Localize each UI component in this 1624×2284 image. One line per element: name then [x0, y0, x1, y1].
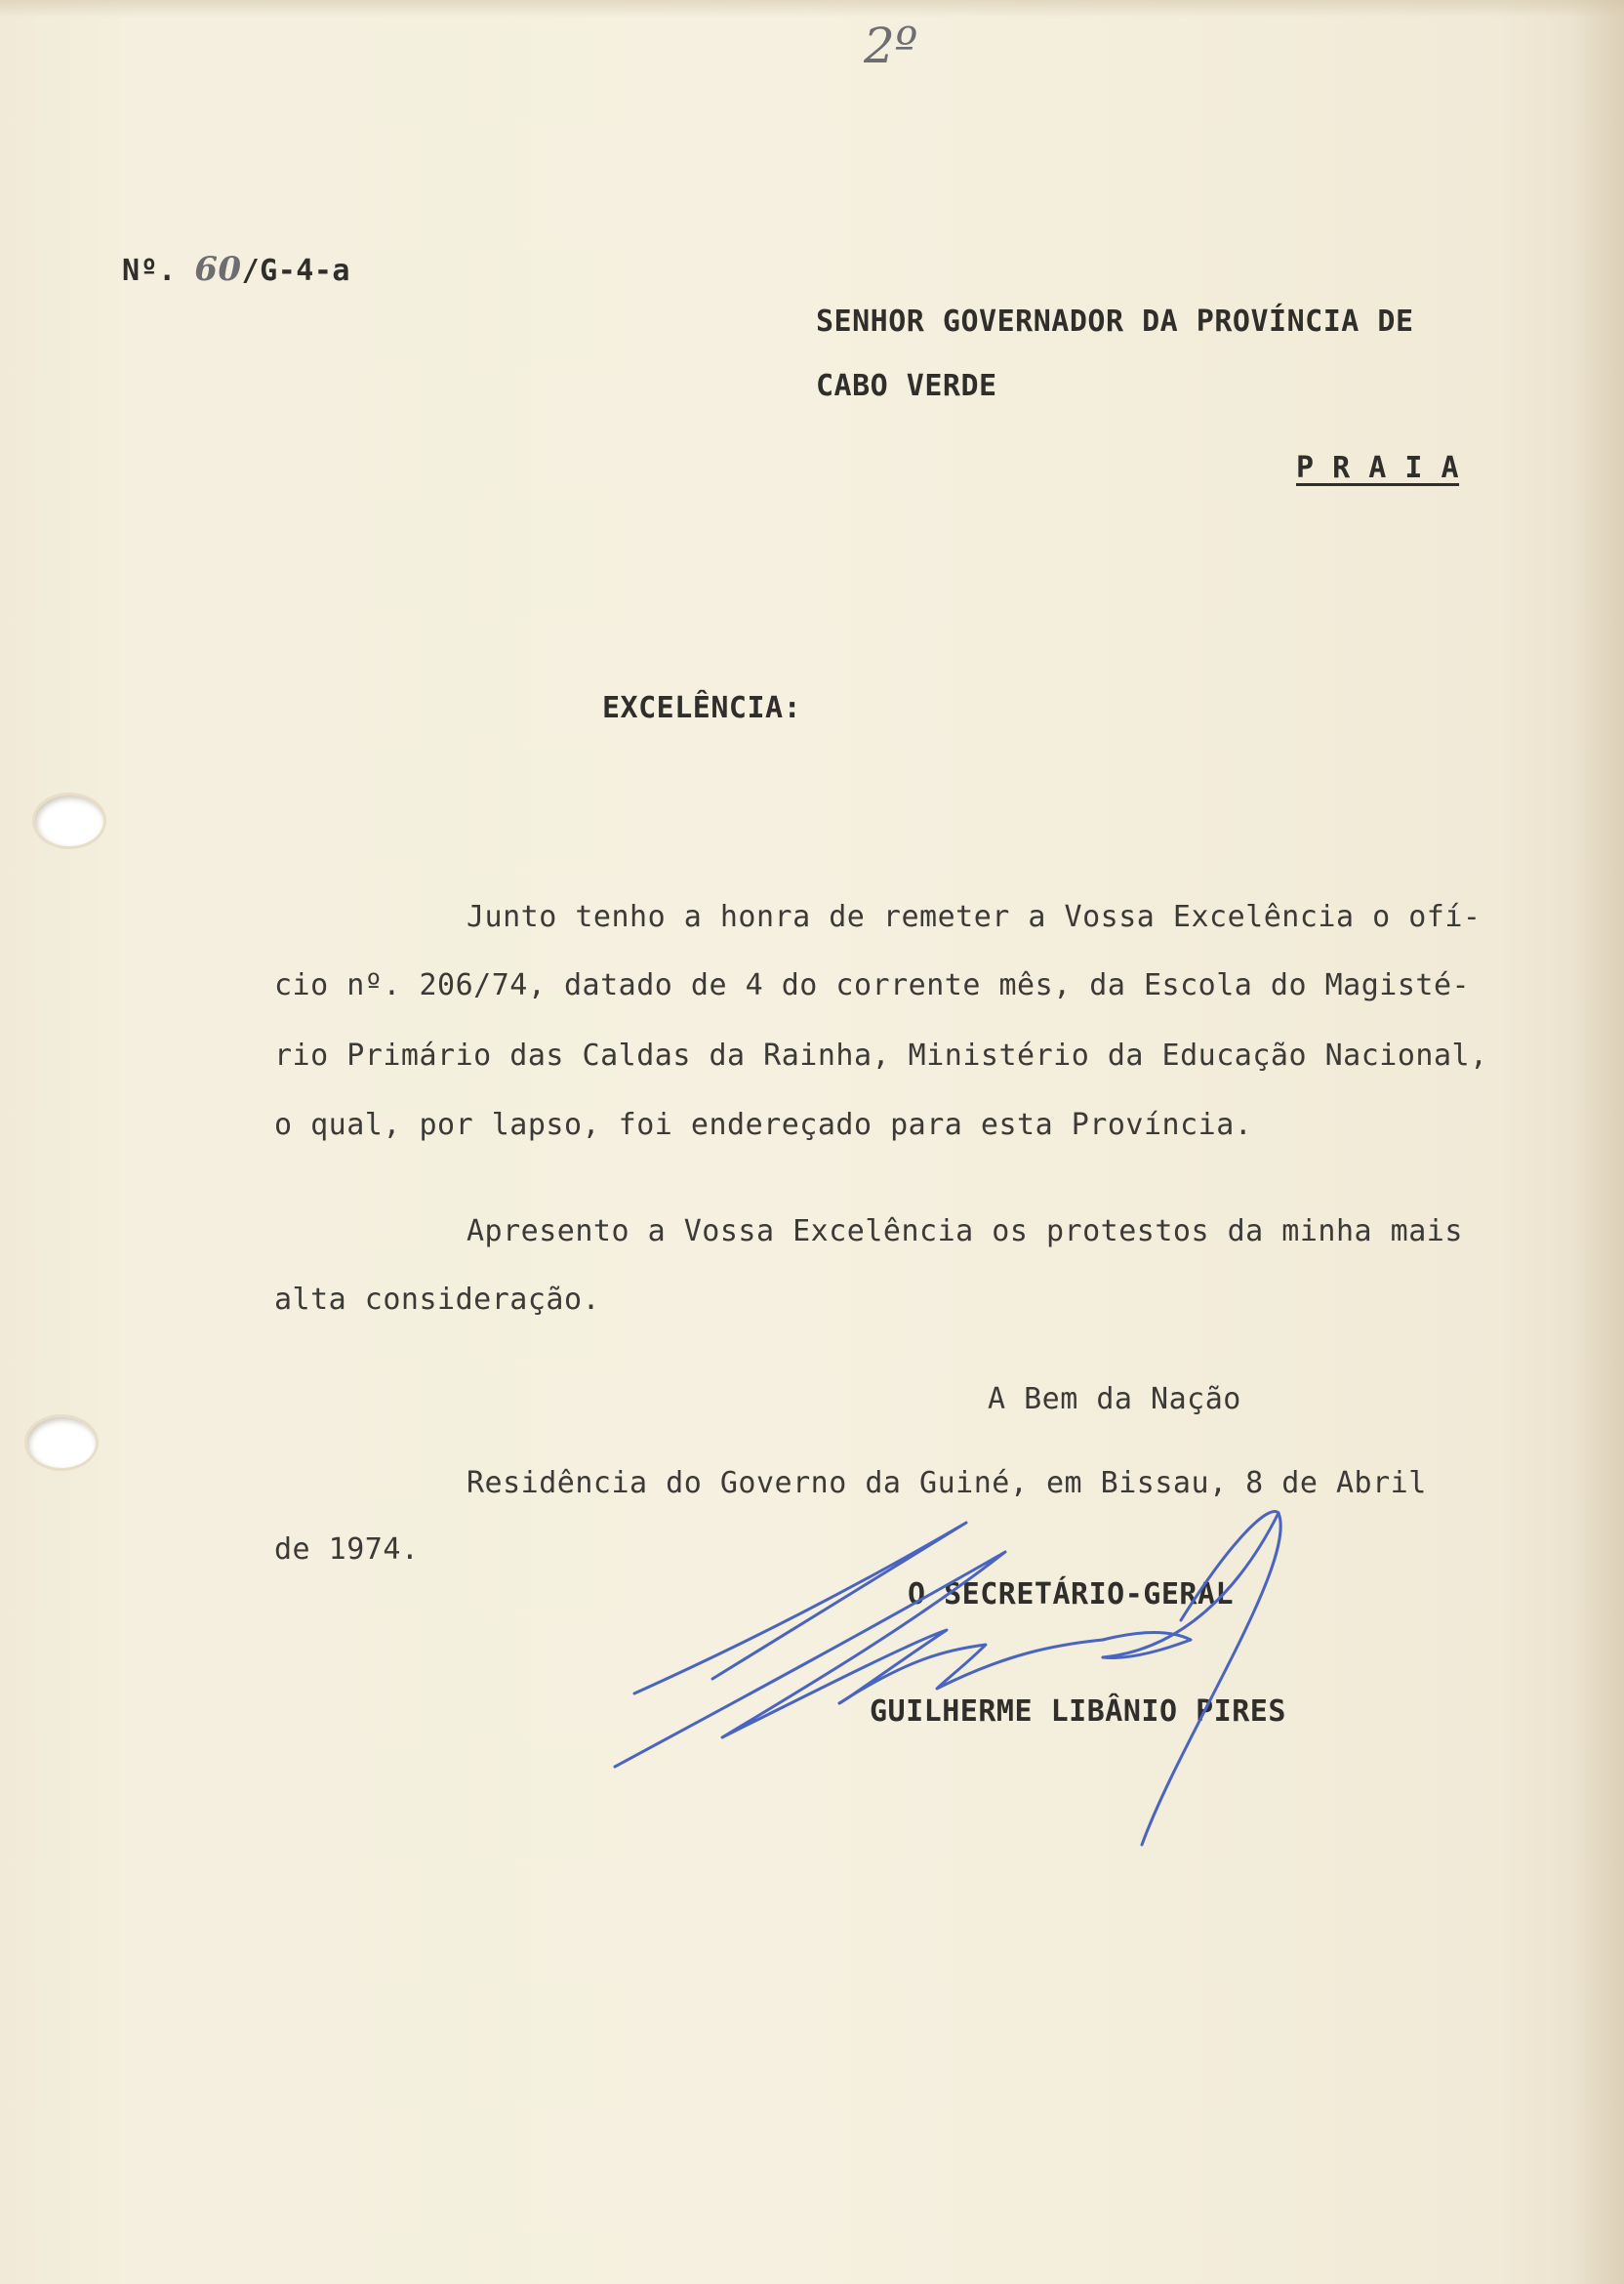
body-paragraph-1-line-2: cio nº. 206/74, datado de 4 do corrente mês, da Escola do Magisté- [274, 968, 1471, 1002]
addressee-line-2: CABO VERDE [816, 369, 997, 403]
reference-suffix: /G-4-a [241, 254, 350, 288]
body-paragraph-1-line-4: o qual, por lapso, foi endereçado para esta Província. [274, 1108, 1253, 1142]
signatory-title: O SECRETÁRIO-GERAL [908, 1577, 1235, 1611]
place-date-line-2: de 1974. [274, 1532, 420, 1567]
punch-hole [27, 1417, 96, 1468]
reference-handwritten-number: 60 [194, 250, 242, 289]
signatory-name: GUILHERME LIBÂNIO PIRES [870, 1694, 1286, 1729]
body-paragraph-2-line-1: Apresento a Vossa Excelência os protestos da minha mais [467, 1214, 1463, 1248]
addressee-line-1: SENHOR GOVERNADOR DA PROVÍNCIA DE [816, 305, 1414, 339]
folio-mark: 2º [864, 18, 918, 74]
reference-prefix: Nº. [122, 254, 177, 288]
place-date-line-1: Residência do Governo da Guiné, em Bissau, 8 de Abril [467, 1466, 1427, 1500]
punch-hole [35, 795, 103, 846]
handwritten-signature [595, 1484, 1425, 1874]
body-paragraph-1-line-1: Junto tenho a honra de remeter a Vossa Excelência o ofí- [467, 900, 1482, 934]
paper-edge-shade [0, 0, 1624, 18]
reference-number [122, 252, 350, 289]
closing-formula: A Bem da Nação [988, 1382, 1241, 1416]
body-paragraph-2-line-2: alta consideração. [274, 1283, 601, 1317]
addressee-city: P R A I A [1296, 451, 1460, 485]
paper-edge-shade [1571, 0, 1624, 2284]
salutation: EXCELÊNCIA: [602, 691, 802, 725]
body-paragraph-1-line-3: rio Primário das Caldas da Rainha, Ministério da Educação Nacional, [274, 1039, 1488, 1073]
